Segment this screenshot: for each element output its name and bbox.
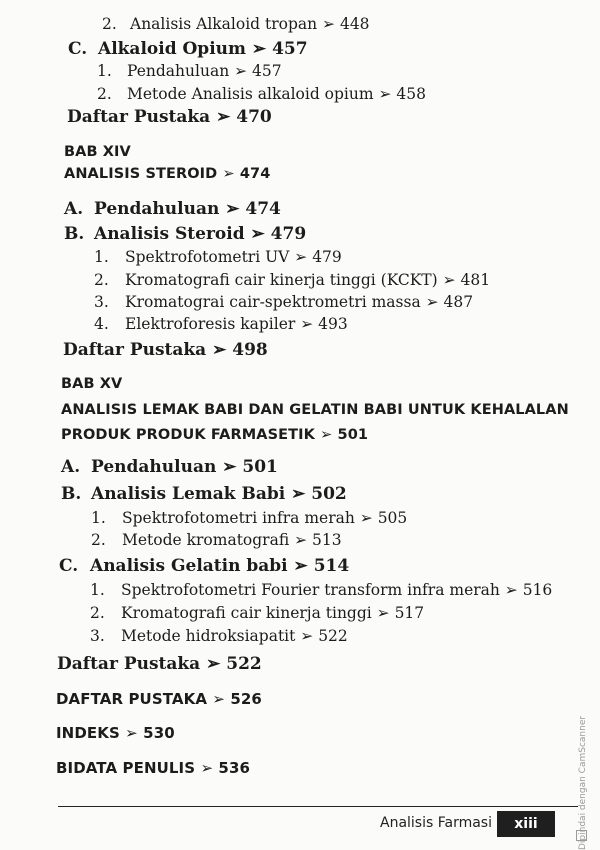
toc-number: 1. — [97, 62, 112, 80]
toc-entry: Metode Analisis alkaloid opium ➢ 458 — [127, 85, 426, 103]
chapter-label: BAB XIV — [64, 144, 131, 160]
toc-subitem — [90, 581, 552, 599]
toc-entry: Elektroforesis kapiler ➢ 493 — [125, 315, 348, 333]
toc-backmatter-author-bio: BIDATA PENULIS ➢ 536 — [56, 759, 251, 777]
toc-entry: Analisis Alkaloid tropan ➢ 448 — [130, 15, 370, 33]
toc-section — [68, 39, 308, 59]
toc-number: 4. — [94, 315, 109, 333]
toc-subitem — [91, 509, 407, 527]
toc-letter: A. — [64, 199, 84, 219]
toc-letter: B. — [61, 484, 82, 504]
toc-entry: Kromatografi cair kinerja tinggi (KCKT) ➢ 481 — [125, 271, 491, 289]
toc-subitem — [94, 293, 473, 311]
toc-entry: Metode kromatografi ➢ 513 — [122, 531, 342, 549]
toc-backmatter-bibliography: DAFTAR PUSTAKA ➢ 526 — [56, 690, 262, 708]
toc-bibliography: Daftar Pustaka ➢ 522 — [57, 654, 262, 674]
footer-rule — [58, 806, 578, 807]
toc-section — [61, 484, 347, 504]
toc-number: 3. — [90, 627, 105, 645]
toc-entry: Alkaloid Opium ➢ 457 — [98, 39, 308, 59]
toc-number: 1. — [94, 248, 109, 266]
toc-subitem — [90, 604, 424, 622]
toc-entry: Spektrofotometri infra merah ➢ 505 — [122, 509, 408, 527]
toc-backmatter-index: INDEKS ➢ 530 — [56, 724, 175, 742]
toc-entry: Pendahuluan ➢ 457 — [127, 62, 282, 80]
toc-entry: Kromatografi cair kinerja tinggi ➢ 517 — [121, 604, 425, 622]
footer-book-title: Analisis Farmasi — [380, 815, 492, 831]
toc-subitem — [102, 15, 370, 33]
toc-entry: Spektrofotometri UV ➢ 479 — [125, 248, 342, 266]
toc-number: 2. — [97, 85, 112, 103]
toc-subitem — [94, 315, 348, 333]
toc-subitem — [90, 627, 348, 645]
toc-entry: Analisis Lemak Babi ➢ 502 — [91, 484, 347, 504]
toc-section — [64, 224, 306, 244]
toc-subitem — [94, 271, 490, 289]
toc-section — [61, 457, 278, 477]
toc-section — [64, 199, 281, 219]
page-number-badge: xiii — [497, 811, 555, 837]
toc-number: 2. — [90, 604, 105, 622]
chapter-title: ANALISIS STEROID ➢ 474 — [64, 166, 271, 182]
toc-entry: Kromatograi cair-spektrometri massa ➢ 487 — [125, 293, 474, 311]
toc-bibliography: Daftar Pustaka ➢ 470 — [67, 107, 272, 127]
toc-entry: Analisis Steroid ➢ 479 — [94, 224, 307, 244]
chapter-title: ANALISIS LEMAK BABI DAN GELATIN BABI UNTUK KEHALALAN — [61, 402, 569, 418]
toc-number: 1. — [90, 581, 105, 599]
toc-number: 1. — [91, 509, 106, 527]
toc-letter: C. — [68, 39, 88, 59]
toc-number: 2. — [94, 271, 109, 289]
scanner-watermark: Dipindai dengan CamScanner — [578, 715, 588, 850]
toc-subitem — [97, 85, 426, 103]
toc-number: 2. — [102, 15, 117, 33]
toc-entry: Pendahuluan ➢ 501 — [91, 457, 278, 477]
toc-entry: Metode hidroksiapatit ➢ 522 — [121, 627, 348, 645]
toc-number: 2. — [91, 531, 106, 549]
chapter-label: BAB XV — [61, 376, 123, 392]
toc-letter: C. — [59, 556, 79, 576]
chapter-title-cont: PRODUK PRODUK FARMASETIK ➢ 501 — [61, 427, 369, 443]
toc-entry: Spektrofotometri Fourier transform infra merah ➢ 516 — [121, 581, 553, 599]
toc-entry: Pendahuluan ➢ 474 — [94, 199, 281, 219]
toc-bibliography: Daftar Pustaka ➢ 498 — [63, 340, 268, 360]
toc-subitem — [97, 62, 282, 80]
toc-entry: Analisis Gelatin babi ➢ 514 — [90, 556, 350, 576]
toc-subitem — [94, 248, 342, 266]
toc-letter: B. — [64, 224, 85, 244]
toc-subitem — [91, 531, 342, 549]
toc-number: 3. — [94, 293, 109, 311]
toc-letter: A. — [61, 457, 81, 477]
toc-section — [59, 556, 349, 576]
